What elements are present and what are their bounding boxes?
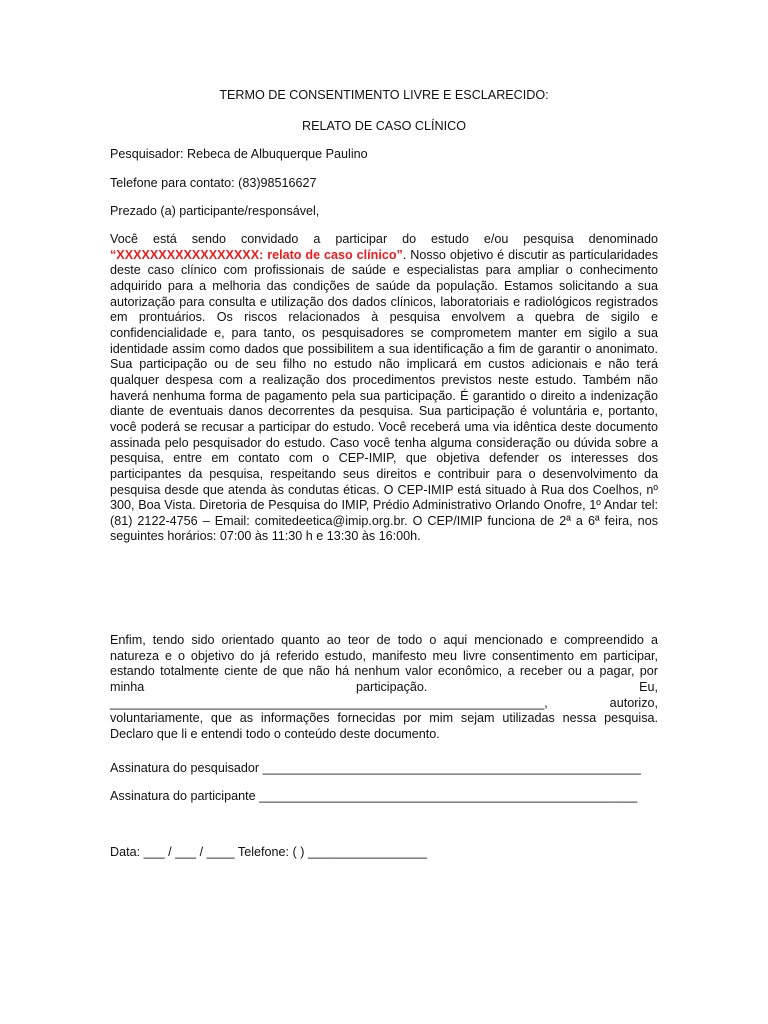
document-title: TERMO DE CONSENTIMENTO LIVRE E ESCLARECIDO: (219, 88, 549, 102)
researcher-line: Pesquisador: Rebeca de Albuquerque Paulino (110, 147, 368, 161)
phone-line: Telefone para contato: (83)98516627 (110, 176, 317, 190)
document-subtitle: RELATO DE CASO CLÍNICO (302, 119, 466, 133)
paragraph-1-intro: Você está sendo convidado a participar do estudo e/ou pesquisa denominado (110, 232, 658, 246)
date-phone-line: Data: ___ / ___ / ____ Telefone: ( ) _________________ (110, 845, 427, 859)
signature-researcher-line: Assinatura do pesquisador ______________________________________________________ (110, 761, 641, 775)
signature-participant-line: Assinatura do participante ______________________________________________________ (110, 789, 638, 803)
paragraph-1 (110, 232, 658, 545)
greeting-line: Prezado (a) participante/responsável, (110, 204, 320, 218)
study-name-highlight: “XXXXXXXXXXXXXXXXX: relato de caso clínico” (110, 247, 403, 262)
paragraph-2: Enfim, tendo sido orientado quanto ao teor de todo o aqui mencionado e compreendido a natureza e o objetivo do já referido estudo, manifesto meu livre consentimento em participar, estando totalmente ciente de que não há nenhum valor econômico, a receber ou a pagar, por minha participação. Eu, ______________________________________________________________, autorizo, voluntariamente, que as informações fornecidas por mim sejam utilizadas nessa pesquisa. Declaro que li e entendi todo o conteúdo deste documento. (110, 633, 658, 741)
paragraph-1-body: . Nosso objetivo é discutir as particularidades deste caso clínico com profissionais de saúde e especialistas para ampliar o conhecimento adquirido para a melhoria das condições de saúde da população. Estamos solicitando a sua autorização para consulta e utilização dos dados clínicos, laboratoriais e radiológicos registrados em prontuários. Os riscos relacionados à pesquisa envolvem a quebra de sigilo e confidencialidade e, para tanto, os pesquisadores se comprometem manter em sigilo a sua identidade assim como dados que possibilitem a sua identificação a fim de garantir o anonimato. Sua participação ou de seu filho no estudo não implicará em custos adicionais e não terá qualquer despesa com a realização dos procedimentos previstos neste estudo. Também não haverá nenhuma forma de pagamento pela sua participação. É garantido o direito a indenização diante de eventuais danos decorrentes da pesquisa. Sua participação é voluntária e, portanto, você poderá se recusar a participar do estudo. Você receberá uma via idêntica deste documento assinada pelo pesquisador do estudo. Caso você tenha alguma consideração ou dúvida sobre a pesquisa, entre em contato com o CEP-IMIP, que objetiva defender os interesses dos participantes da pesquisa, respeitando seus direitos e contribuir para o desenvolvimento da pesquisa desde que atenda às condutas éticas. O CEP-IMIP está situado à Rua dos Coelhos, nº 300, Boa Vista. Diretoria de Pesquisa do IMIP, Prédio Administrativo Orlando Onofre, 1º Andar tel: (81) 2122-4756 – Email: comitedeetica@imip.org.br. O CEP/IMIP funciona de 2ª a 6ª feira, nos seguintes horários: 07:00 às 11:30 h e 13:30 às 16:00h. (110, 247, 659, 544)
